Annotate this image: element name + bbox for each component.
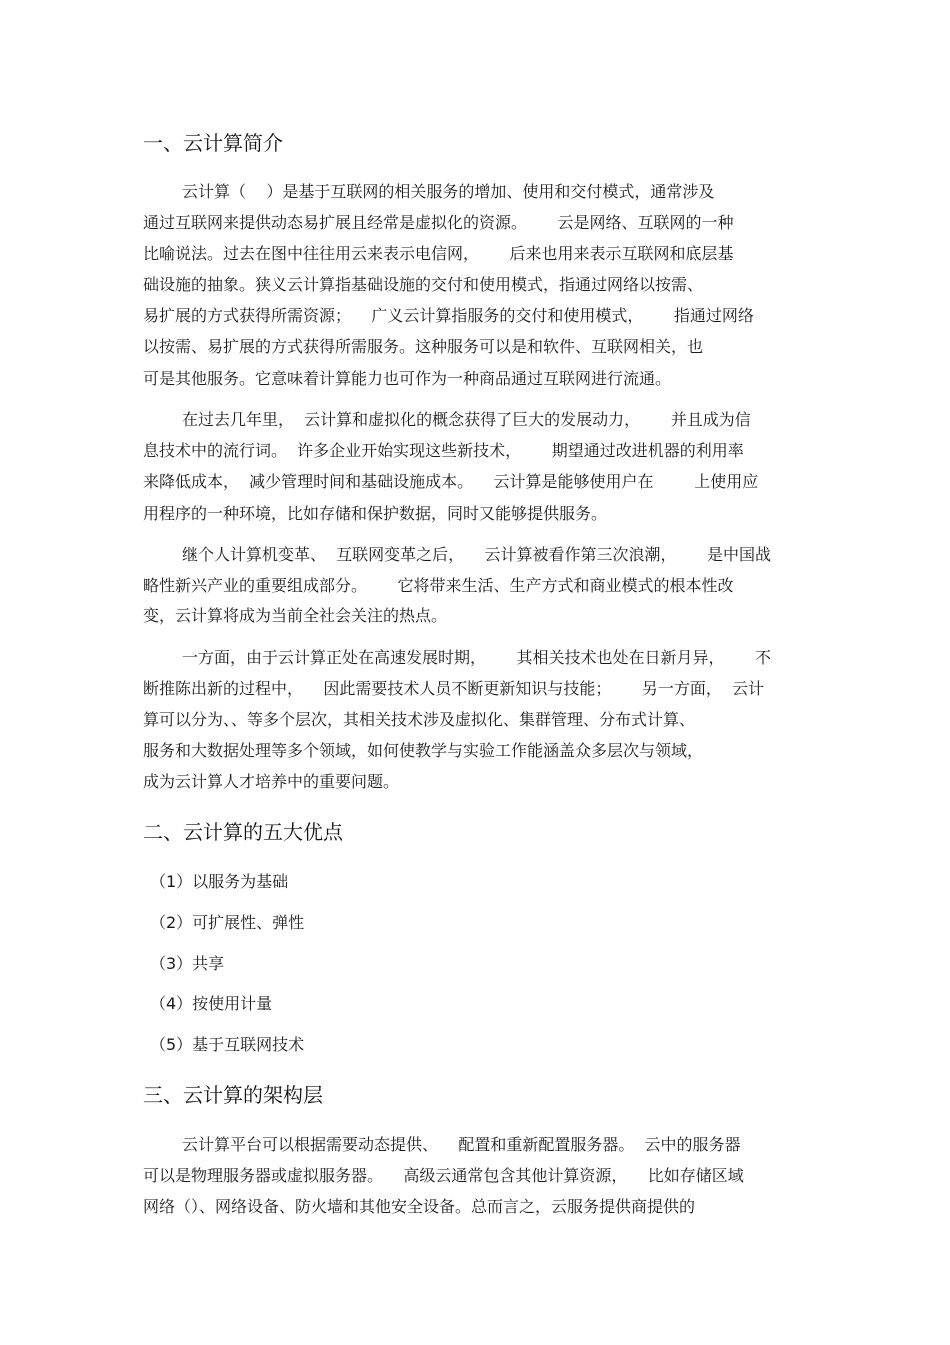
- s1-p2-line-4: 用程序的一种环境，比如存储和保护数据，同时又能够提供服务。: [143, 504, 608, 523]
- s1-p2-line-2: 息技术中的流行词。 许多企业开始实现这些新技术， 期望通过改进机器的利用率: [143, 441, 744, 460]
- s1-p2-line-3: 来降低成本， 减少管理时间和基础设施成本。 云计算是能够使用户在 上使用应: [143, 472, 759, 491]
- s1-p2-line-1: 在过去几年里， 云计算和虚拟化的概念获得了巨大的发展动力， 并且成为信: [182, 410, 751, 429]
- section-2-heading: 二、云计算的五大优点: [143, 820, 343, 844]
- section-1-heading: 一、云计算简介: [143, 131, 283, 155]
- s1-p1-line-3: 比喻说法。过去在图中往往用云来表示电信网， 后来也用来表示互联网和底层基: [143, 244, 734, 263]
- s1-p4-line-3: 算可以分为、、等多个层次，其相关技术涉及虚拟化、集群管理、分布式计算、: [143, 710, 696, 729]
- s1-p1-line-6: 以按需、易扩展的方式获得所需服务。这种服务可以是和软件、互联网相关，也: [143, 337, 704, 356]
- s1-p1-line-5: 易扩展的方式获得所需资源； 广义云计算指服务的交付和使用模式， 指通过网络: [143, 306, 754, 325]
- s1-p4-line-4: 服务和大数据处理等多个领域，如何使教学与实验工作能涵盖众多层次与领域，: [143, 741, 704, 760]
- advantage-item-1: （1）以服务为基础: [150, 872, 289, 891]
- section-3-heading: 三、云计算的架构层: [143, 1083, 323, 1107]
- advantage-item-3: （3）共享: [150, 954, 225, 973]
- s1-p3-line-2: 略性新兴产业的重要组成部分。 它将带来生活、生产方式和商业模式的根本性改: [143, 576, 734, 595]
- advantage-item-5: （5）基于互联网技术: [150, 1035, 305, 1054]
- s1-p1-line-2: 通过互联网来提供动态易扩展且经常是虚拟化的资源。 云是网络、互联网的一种: [143, 213, 734, 232]
- s1-p4-line-5: 成为云计算人才培养中的重要问题。: [143, 772, 400, 791]
- advantage-item-4: （4）按使用计量: [150, 994, 273, 1013]
- s1-p1-line-4: 础设施的抽象。狭义云计算指基础设施的交付和使用模式，指通过网络以按需、: [143, 275, 704, 294]
- s1-p1-line-7: 可是其他服务。它意味着计算能力也可作为一种商品通过互联网进行流通。: [143, 369, 672, 388]
- s3-p1-line-2: 可以是物理服务器或虚拟服务器。 高级云通常包含其他计算资源， 比如存储区域: [143, 1166, 744, 1185]
- s1-p3-line-3: 变，云计算将成为当前全社会关注的热点。: [143, 606, 448, 625]
- s1-p1-line-1: 云计算（ ）是基于互联网的相关服务的增加、使用和交付模式，通常涉及: [182, 182, 715, 201]
- s3-p1-line-3: 网络（）、网络设备、防火墙和其他安全设备。总而言之，云服务提供商提供的: [143, 1197, 696, 1216]
- advantage-item-2: （2）可扩展性、弹性: [150, 913, 305, 932]
- s1-p4-line-1: 一方面，由于云计算正处在高速发展时期， 其相关技术也处在日新月异， 不: [182, 648, 772, 667]
- s1-p4-line-2: 断推陈出新的过程中， 因此需要技术人员不断更新知识与技能； 另一方面， 云计: [143, 679, 765, 698]
- s1-p3-line-1: 继个人计算机变革、 互联网变革之后， 云计算被看作第三次浪潮， 是中国战: [182, 545, 772, 564]
- s3-p1-line-1: 云计算平台可以根据需要动态提供、 配置和重新配置服务器。 云中的服务器: [182, 1135, 741, 1154]
